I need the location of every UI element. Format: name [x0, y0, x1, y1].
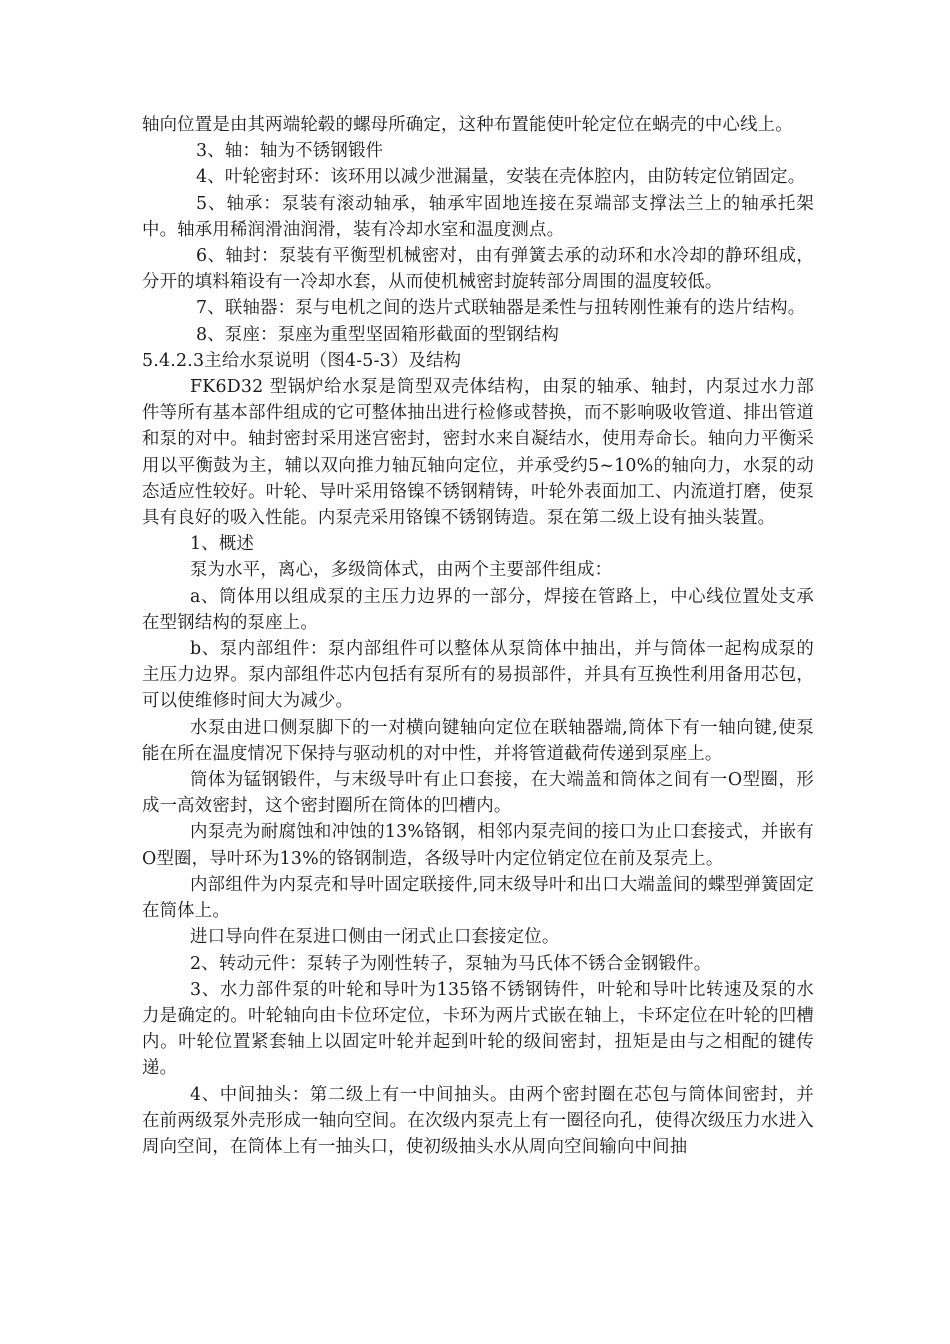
list-item-bearing: 5、轴承：泵装有滚动轴承，轴承牢固地连接在泵端部支撑法兰上的轴承托架中。轴承用稀润滑油润滑，装有冷却水室和温度测点。: [142, 193, 814, 240]
paragraph: a、筒体用以组成泵的主压力边界的一部分，焊接在管路上，中心线位置处支承在型钢结构的泵座上。: [142, 586, 814, 633]
paragraph: 2、转动元件：泵转子为刚性转子，泵轴为马氏体不锈合金钢锻件。: [190, 953, 712, 974]
section-heading: 5.4.2.3主给水泵说明（图4-5-3）及结构: [142, 350, 462, 371]
body-text: [142, 112, 814, 1160]
list-item-seal-ring: 4、叶轮密封环：该环用以减少泄漏量，安装在壳体腔内，由防转定位销固定。: [196, 167, 806, 188]
paragraph: FK6D32 型锅炉给水泵是筒型双壳体结构，由泵的轴承、轴封，内泵过水力部件等所有基本部件组成的它可整体抽出进行检修或替换，而不影响吸收管道、排出管道和泵的对中。轴封密封采用迷宫密封，密封水来自凝结水，使用寿命长。轴向力平衡采用以平衡鼓为主，辅以双向推力轴瓦轴向定位，并承受约5~10%的轴向力，水泵的动态适应性较好。叶轮、导叶采用铬镍不锈钢精铸，叶轮外表面加工、内流道打磨，使泵具有良好的吸入性能。内泵壳采用铬镍不锈钢铸造。泵在第二级上设有抽头装置。: [142, 377, 814, 529]
paragraph: 泵为水平，离心，多级筒体式，由两个主要部件组成：: [190, 560, 613, 581]
list-item-shaft: 3、轴：轴为不锈钢锻件: [196, 141, 384, 162]
paragraph: 3、水力部件泵的叶轮和导叶为135铬不锈钢铸件，叶轮和导叶比转速及泵的水力是确定的。叶轮轴向由卡位环定位，卡环为两片式嵌在轴上，卡环定位在叶轮的凹槽内。叶轮位置紧套轴上以固定叶轮并起到叶轮的级间密封，扭矩是由与之相配的键传递。: [142, 979, 814, 1079]
paragraph: 内泵壳为耐腐蚀和冲蚀的13%铬钢，相邻内泵壳间的接口为止口套接式，并嵌有O型圈，导叶环为13%的铬钢制造，各级导叶内定位销定位在前及泵壳上。: [142, 822, 814, 869]
subheading-overview: 1、概述: [190, 534, 255, 555]
paragraph: 4、中间抽头：第二级上有一中间抽头。由两个密封圈在芯包与筒体间密封，并在前两级泵外壳形成一轴向空间。在次级内泵壳上有一圈径向孔，使得次级压力水进入周向空间，在筒体上有一抽头口，使初级抽头水从周向空间输向中间抽: [142, 1084, 814, 1157]
paragraph: 筒体为锰钢锻件，与末级导叶有止口套接，在大端盖和筒体之间有一O型圈，形成一高效密封，这个密封圈所在筒体的凹槽内。: [142, 770, 814, 817]
list-item-coupling: 7、联轴器：泵与电机之间的迭片式联轴器是柔性与扭转刚性兼有的迭片结构。: [196, 298, 806, 319]
paragraph: 轴向位置是由其两端轮毂的螺母所确定，这种布置能使叶轮定位在蜗壳的中心线上。: [142, 115, 793, 135]
paragraph: 内部组件为内泵壳和导叶固定联接件,同末级导叶和出口大端盖间的蝶型弹簧固定在筒体上。: [142, 874, 814, 922]
paragraph: 进口导向件在泵进口侧由一闭式止口套接定位。: [190, 927, 560, 948]
paragraph: b、泵内部组件：泵内部组件可以整体从泵筒体中抽出，并与筒体一起构成泵的主压力边界。泵内部组件芯内包括有泵所有的易损部件，并具有互换性利用备用芯包，可以使维修时间大为减少。: [142, 639, 814, 712]
list-item-pump-base: 8、泵座：泵座为重型坚固箱形截面的型钢结构: [196, 324, 560, 345]
paragraph: 水泵由进口侧泵脚下的一对横向键轴向定位在联轴器端,筒体下有一轴向键,使泵能在所在温度情况下保持与驱动机的对中性，并将管道截荷传递到泵座上。: [142, 717, 814, 764]
list-item-shaft-seal: 6、轴封：泵装有平衡型机械密对，由有弹簧去承的动环和水冷却的静环组成，分开的填料箱设有一冷却水套，从而使机械密封旋转部分周围的温度较低。: [142, 246, 814, 293]
